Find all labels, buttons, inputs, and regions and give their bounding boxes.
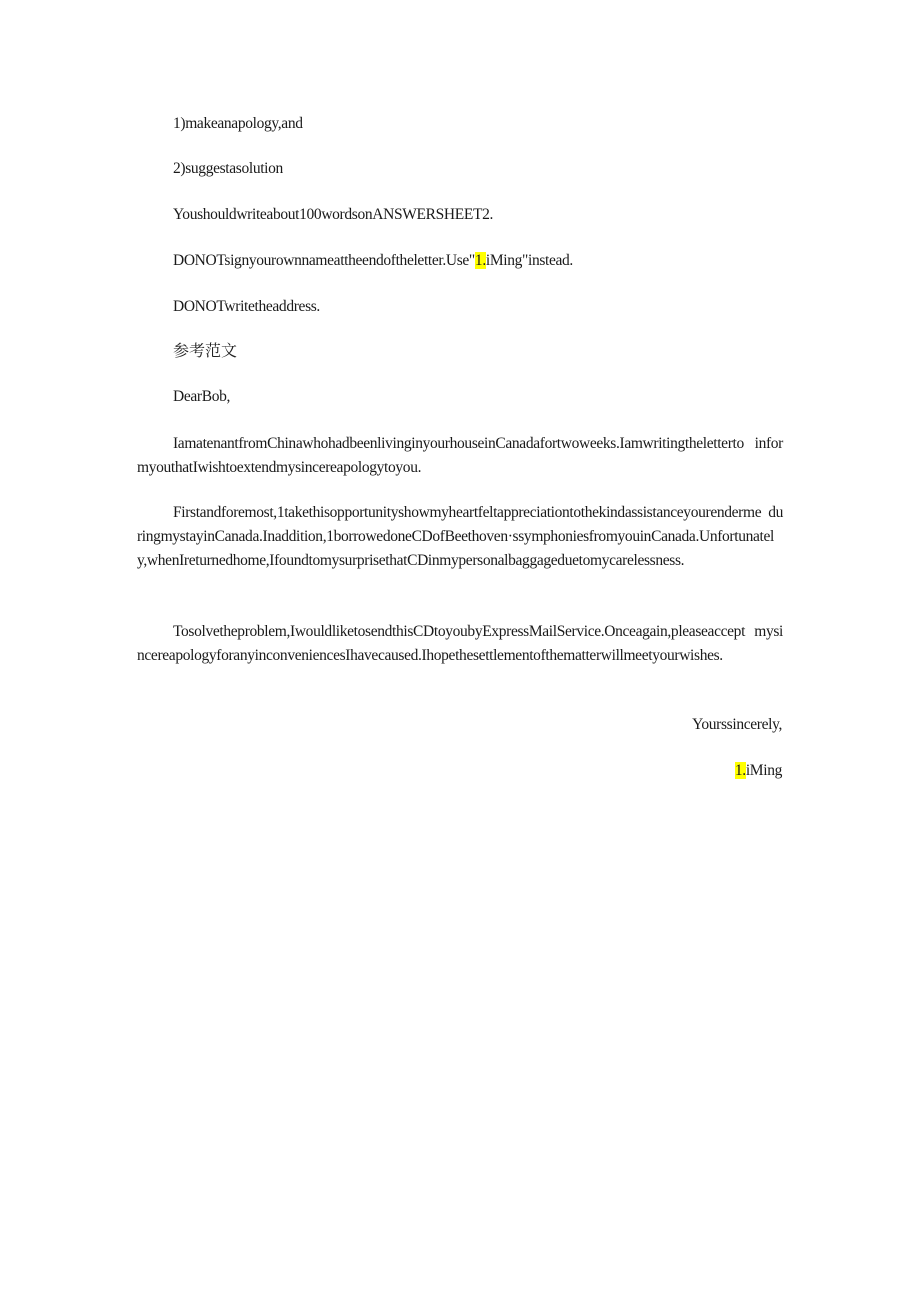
letter-paragraph-1: IamatenantfromChinawhohadbeenlivinginyourhouseinCanadafortwoweeks.Iamwritingtheletterto informyouthatIwishtoextendmysincereapologytoyou. (137, 435, 783, 476)
letter-paragraph-3: Tosolvetheproblem,IwouldliketosendthisCDtoyoubyExpressMailService.Onceagain,pleaseaccept mysincereapologyforanyinconveniencesIhavecaused.Ihopethesettlementofthematterwillmeetyourwishes. (137, 623, 783, 664)
instruction-address: DONOTwritetheaddress. (173, 298, 320, 315)
signature-highlighted-text: 1. (734, 762, 746, 779)
letter-salutation: DearBob, (173, 388, 231, 405)
letter-signature (735, 759, 782, 783)
instruction-signature-before: DONOTsignyourownnameattheendoftheletter.Use" (173, 252, 475, 269)
letter-closing: Yourssincerely, (692, 716, 782, 733)
instruction-signature-after: iMing"instead. (485, 252, 573, 269)
letter-paragraph-2: Firstandforemost,1takethisopportunityshowmyheartfeltappreciationtothekindassistanceyourenderme duringmystayinCanada.Inaddition,1borrowedoneCDofBeethoven·ssymphoniesfromyouinCanada.Unfortunately,whenIreturnedhome,IfoundtomysurprisethatCDinmypersonalbaggageduetomycarelessness. (137, 504, 783, 569)
signature-name: iMing (745, 762, 782, 779)
instruction-signature (173, 249, 573, 273)
highlighted-text: 1. (474, 252, 486, 269)
task-item-apology: 1)makeanapology,and (173, 115, 303, 132)
task-item-solution: 2)suggestasolution (173, 160, 283, 177)
instruction-word-count: Youshouldwriteabout100wordsonANSWERSHEET2. (173, 206, 493, 223)
sample-essay-heading: 参考范文 (173, 341, 238, 360)
